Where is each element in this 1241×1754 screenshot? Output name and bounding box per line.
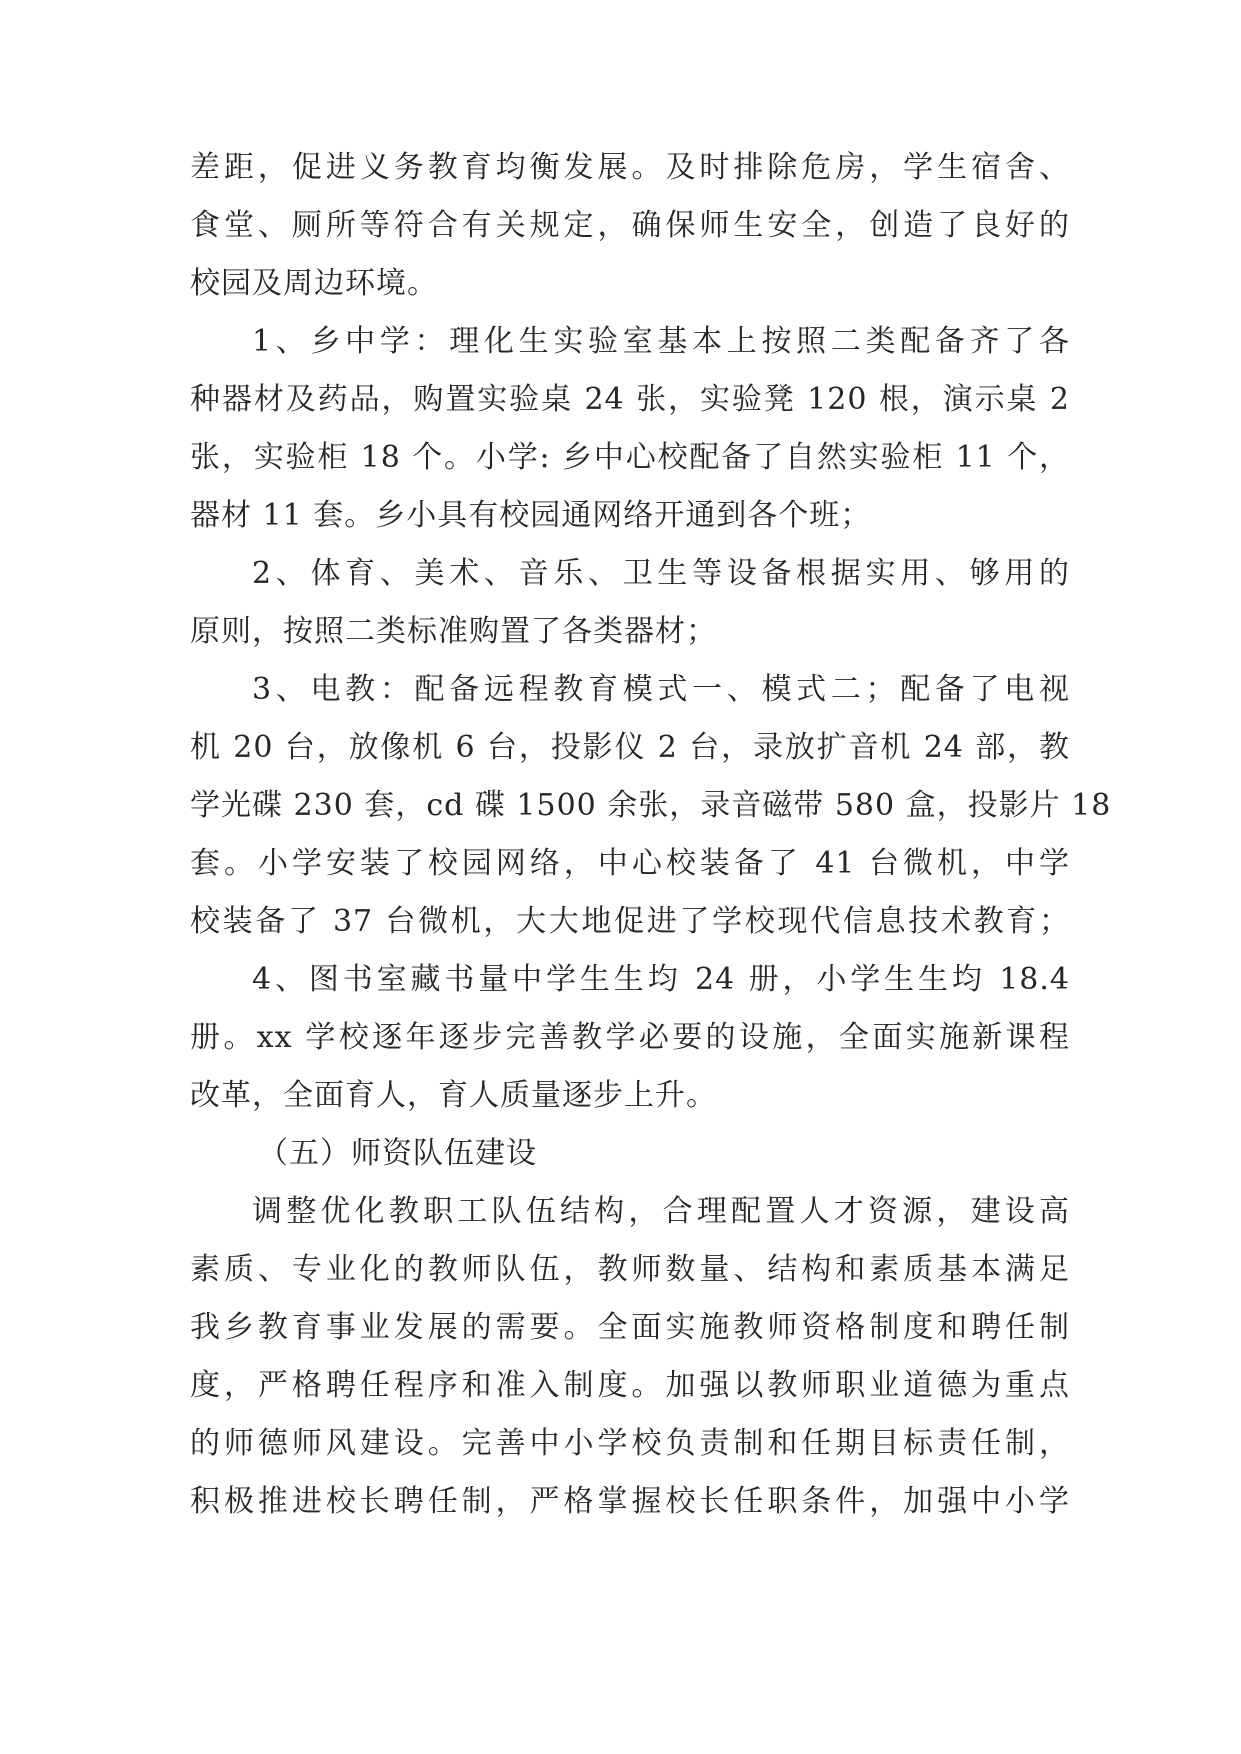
text-line: 学光碟 230 套，cd 碟 1500 余张，录音磁带 580 盒，投影片 18 (190, 788, 1112, 823)
text-line: 差距，促进义务教育均衡发展。及时排除危房，学生宿舍、 (190, 150, 1070, 185)
text-line: 素质、专业化的教师队伍，教师数量、结构和素质基本满足 (190, 1252, 1070, 1287)
text-line: 我乡教育事业发展的需要。全面实施教师资格制度和聘任制 (190, 1310, 1070, 1345)
text-line: 校园及周边环境。 (190, 266, 438, 301)
text-line: 原则，按照二类标准购置了各类器材； (190, 614, 717, 649)
text-line: 的师德师风建设。完善中小学校负责制和任期目标责任制， (190, 1426, 1070, 1461)
text-line: 张，实验柜 18 个。小学: 乡中心校配备了自然实验柜 11 个， (190, 440, 1070, 475)
text-line: 3、电教：配备远程教育模式一、模式二；配备了电视 (252, 672, 1070, 707)
text-line: 调整优化教职工队伍结构，合理配置人才资源，建设高 (252, 1194, 1070, 1229)
text-line: 机 20 台，放像机 6 台，投影仪 2 台，录放扩音机 24 部，教 (190, 730, 1070, 765)
text-line: 4、图书室藏书量中学生生均 24 册，小学生生均 18.4 (252, 962, 1070, 997)
text-line: 改革，全面育人，育人质量逐步上升。 (190, 1078, 717, 1113)
text-line: 食堂、厕所等符合有关规定，确保师生安全，创造了良好的 (190, 208, 1070, 243)
text-line: 积极推进校长聘任制，严格掌握校长任职条件，加强中小学 (190, 1484, 1070, 1519)
section-heading: （五）师资队伍建设 (258, 1136, 537, 1171)
text-line: 2、体育、美术、音乐、卫生等设备根据实用、够用的 (252, 556, 1070, 591)
text-line: 套。小学安装了校园网络，中心校装备了 41 台微机，中学 (190, 846, 1070, 881)
text-line: 器材 11 套。乡小具有校园通网络开通到各个班； (190, 498, 872, 533)
text-line: 册。xx 学校逐年逐步完善教学必要的设施，全面实施新课程 (190, 1020, 1070, 1055)
text-line: 1、乡中学：理化生实验室基本上按照二类配备齐了各 (252, 324, 1070, 359)
text-line: 度，严格聘任程序和准入制度。加强以教师职业道德为重点 (190, 1368, 1070, 1403)
text-line: 校装备了 37 台微机，大大地促进了学校现代信息技术教育； (190, 904, 1070, 939)
text-line: 种器材及药品，购置实验桌 24 张，实验凳 120 根，演示桌 2 (190, 382, 1070, 417)
